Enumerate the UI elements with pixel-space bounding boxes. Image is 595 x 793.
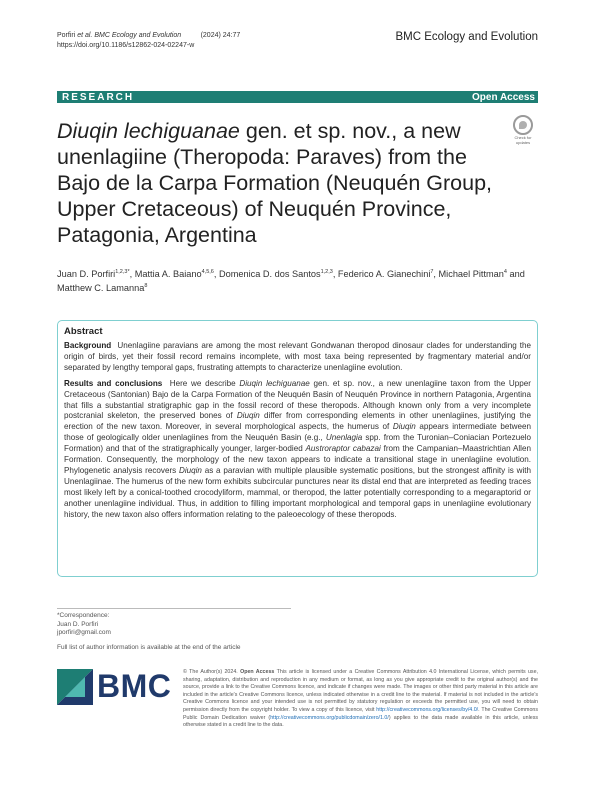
authors-and: and — [509, 269, 525, 279]
background-label: Background — [64, 341, 112, 350]
license-body: . The Creative Commons Public Domain Dedication waiver ( — [183, 706, 538, 721]
results-text: gen. et sp. nov., a new unenlagiine taxon from the Upper Cretaceous (Santonian) Bajo de la Carpa Formation of the Neuquén Basin of Neuquén Province in northern Patagonia, Argentina that fills a substantial stratigraphic gap in the fossil record of these theropods. Although known only from a very incomplete postcranial skeleton, the preserved bones of — [64, 378, 531, 421]
badge-line2: updates — [515, 139, 531, 145]
full-author-info-note: Full list of author information is available at the end of the article — [57, 644, 241, 651]
section-bar — [57, 91, 538, 103]
header-authors: Porfiri — [57, 32, 78, 39]
check-for-updates-badge[interactable] — [509, 115, 537, 145]
bmc-logo — [57, 669, 177, 705]
results-text: appears intermediate between those of geologically older unenlagiines from the Neuquén Basin (e.g., — [64, 422, 531, 443]
author-name[interactable]: Federico A. Gianechini — [337, 269, 431, 279]
author-affil: 7 — [430, 268, 434, 275]
correspondence-email[interactable]: jporfiri@gmail.com — [57, 629, 111, 636]
title-rest: gen. et sp. nov., a new unenlagiine (Theropoda: Paraves) from the Bajo de la Carpa Formation (Neuquén Group, Upper Cretaceous) of Neuquén Province, Patagonia, Argentina — [57, 119, 493, 247]
abstract-box — [57, 320, 538, 577]
title-taxon: Diuqin lechiguanae — [57, 119, 240, 143]
correspondence-label: *Correspondence: — [57, 612, 110, 619]
correspondence — [57, 612, 111, 638]
results-text: from the Campanian–Maastrichtian Allen Formation. Consequently, the morphology of the new taxon appears to indicate a transitional stage in unenlagiine evolution. Phylogenetic analysis recovers — [64, 444, 531, 475]
license-open-access: Open Access — [240, 669, 275, 675]
check-updates-icon — [513, 115, 533, 135]
results-taxon: Diuqin lechiguanae — [239, 378, 310, 388]
author-name[interactable]: Michael Pittman — [438, 269, 504, 279]
results-text: differ from corresponding elements in other unenlagiines, justifying the erection of the new taxon. Moreover, in several morphological aspects, the humerus of — [64, 411, 531, 432]
bmc-logo-icon — [57, 669, 93, 705]
header-journal-short: et al. BMC Ecology and Evolution — [77, 32, 182, 39]
license-body: ) applies to the data made available in this article, unless otherwise stated in a credit line to the data. — [183, 714, 538, 729]
license-text — [183, 669, 538, 730]
results-taxon: Diuqin — [236, 411, 260, 421]
author-name[interactable]: Mattia A. Baiano — [134, 269, 202, 279]
header-citation: (2024) 24:77 — [200, 32, 241, 39]
results-label: Results and conclusions — [64, 378, 163, 388]
correspondence-name: Juan D. Porfiri — [57, 620, 99, 628]
header-doi[interactable]: https://doi.org/10.1186/s12862-024-02247-w — [57, 42, 195, 49]
section-label: RESEARCH — [62, 91, 135, 103]
footnote-divider — [57, 608, 291, 609]
abstract-background — [64, 341, 531, 374]
badge-line1: Check for — [514, 135, 532, 140]
results-text: Here we describe — [169, 378, 240, 388]
results-taxon: Diuqin — [392, 422, 416, 432]
results-text: as a paravian with multiple plausible systematic positions, but the strongest affinity is with Unenlagiinae. The humerus of the new form exhibits subcircular punctures near its distal end that are interpreted as feeding traces most likely left by a conical-toothed crocodyliform, mammal, or theropod, the latter potentially corresponding to a megaraptorid or another unenlagiine individual. Thus, in addition to filling important morphological and temporal gaps in unenlagiine evolutionary history, the new taxon also offers information relating to the paleoecology of these theropods. — [64, 465, 531, 519]
author-affil: 1,2,3* — [115, 268, 130, 275]
author-name[interactable]: Matthew C. Lamanna — [57, 282, 145, 293]
license-link[interactable]: http://creativecommons.org/licenses/by/4.0/ — [376, 706, 479, 713]
journal-name: BMC Ecology and Evolution — [395, 31, 538, 43]
bmc-logo-text: BMC — [97, 668, 172, 704]
results-text: spp. from the Turonian–Coniacian Portezuelo Formation) and that of the stratigraphically younger, larger-bodied — [64, 433, 532, 454]
background-text: Unenlagiine paravians are among the most relevant Gondwanan theropod dinosaur clades for understanding the origin of birds, yet their fossil record remains incomplete, with most taxa being represented by fragmentary material and/or separated by lengthy temporal gaps, frustrating attempts to characterize unenlagiine evolution. — [64, 341, 532, 372]
author-affil: 1,2,3 — [320, 268, 333, 275]
article-title — [57, 118, 497, 248]
abstract-heading: Abstract — [64, 326, 103, 337]
author-affil: 4 — [503, 268, 507, 275]
license-link[interactable]: http://creativecommons.org/publicdomain/zero/1.0/ — [270, 714, 389, 721]
license-copyright: © The Author(s) 2024. — [183, 669, 241, 675]
author-list: Juan D. Porfiri$^{1,2,3*}$, Mattia A. Baiano$^{4,5,6}$, Domenica D. dos Santos$^{1,2,3}$, Federico A. Gianechini$^7$, Michael Pittman$^4$ and Matthew C. Lamanna$^8$ — [57, 268, 525, 293]
results-taxon: Unenlagia — [325, 433, 363, 443]
open-access-label: Open Access — [472, 91, 535, 103]
author-affil: 8 — [144, 282, 148, 289]
results-taxon: Austroraptor cabazai — [305, 444, 381, 454]
running-header — [57, 31, 240, 51]
author-affil: 4,5,6 — [201, 268, 214, 275]
author-name[interactable]: Domenica D. dos Santos — [218, 269, 321, 279]
license-body: This article is licensed under a Creative Commons Attribution 4.0 International License, which permits use, sharing, adaptation, distribution and reproduction in any medium or format, as long as you give appropriate credit to the original author(s) and the source, provide a link to the Creative Commons licence, and indicate if changes were made. The images or other third party material in this article are included in the article's Creative Commons licence, unless indicated otherwise in a credit line to the material. If material is not included in the article's Creative Commons licence and your intended use is not permitted by statutory regulation or exceeds the permitted use, you will need to obtain permission directly from the copyright holder. To view a copy of this licence, visit — [183, 669, 538, 713]
author-name[interactable]: Juan D. Porfiri — [57, 269, 116, 279]
abstract-results — [64, 379, 531, 521]
results-taxon: Diuqin — [178, 465, 202, 475]
